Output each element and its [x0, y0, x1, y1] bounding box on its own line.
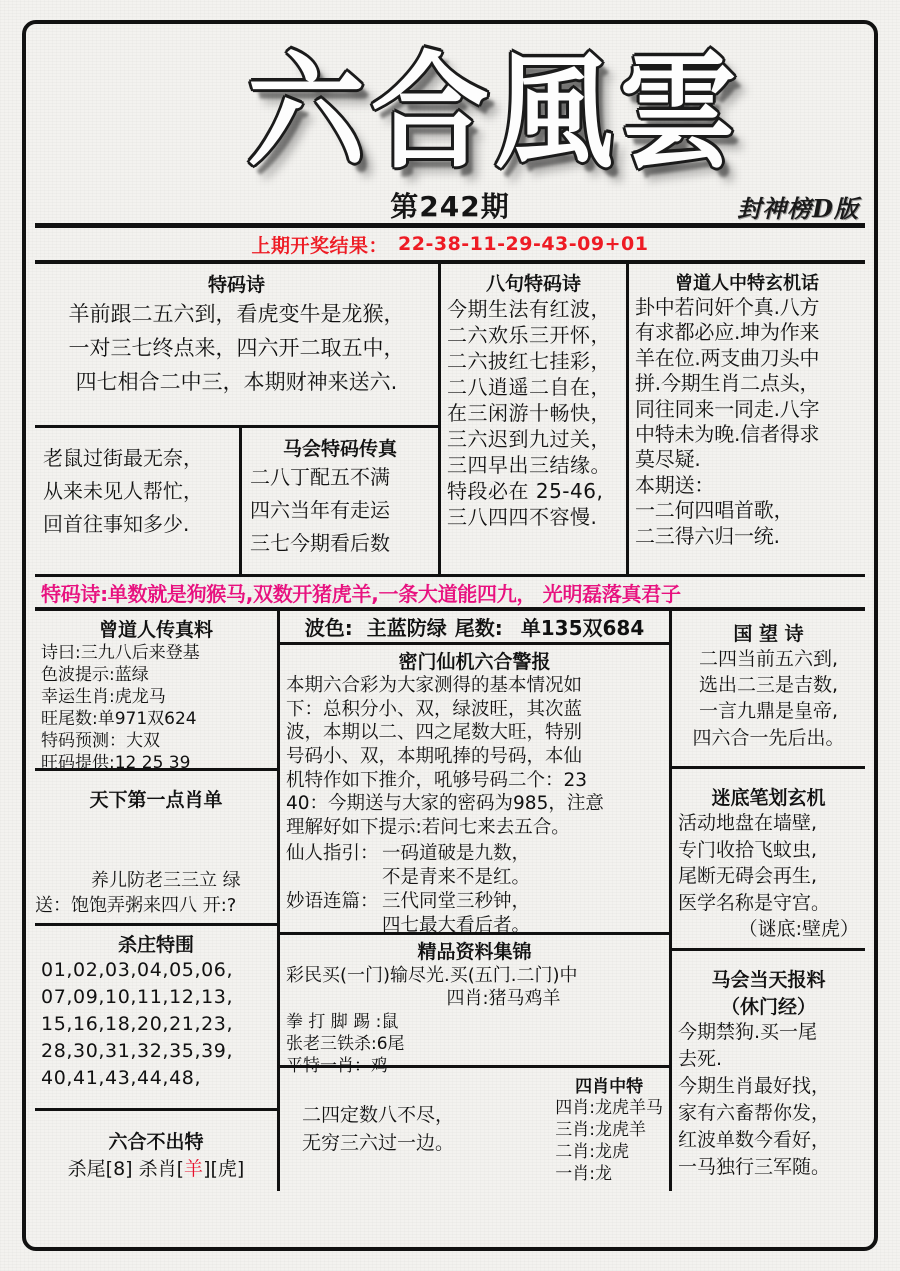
mahui-today-line: 红波单数今看好，	[678, 1128, 831, 1151]
wave-label: 波色:	[304, 616, 353, 640]
guide-line: 不是青来不是红。	[382, 866, 531, 888]
magenta-highlight-banner	[35, 577, 865, 611]
eight-line-poem-line: 二六欢乐三开怀，	[447, 323, 611, 347]
midi-title: 迷底笔划玄机	[711, 787, 826, 809]
liuhe-kill-red-zodiac: 羊	[184, 1158, 204, 1181]
liuhe-kill-post: ][虎]	[203, 1158, 245, 1181]
tianxia-line-1: 养儿防老三三立 绿	[91, 870, 241, 891]
temashi-box	[35, 264, 438, 428]
guowang-line: 一言九鼎是皇帝,	[698, 700, 839, 723]
jingpin-line-5: 平特一肖：鸡	[286, 1055, 388, 1076]
issue-number: 第242期	[390, 190, 510, 223]
zengdaoren-oracle-line: 拼.今期生肖二点头，	[635, 371, 820, 396]
mahui-today-line: 家有六畜帮你发，	[678, 1101, 831, 1124]
mahui-today-line: 今期禁狗.买一尾	[678, 1021, 818, 1043]
mahui-today-line: 去死.	[678, 1047, 723, 1070]
mimen-line: 40：今期送与大家的密码为985，注意	[286, 793, 604, 815]
shazhuang-numbers: 28,30,31,32,35,39,	[41, 1039, 234, 1062]
mahui-fax-title: 马会特码传真	[282, 438, 397, 460]
fax-row: 特码预测：大双	[41, 731, 160, 752]
zengdaoren-oracle-box	[629, 264, 865, 574]
mahui-fax-line: 三七今期看后数	[250, 531, 390, 555]
mouse-poem-line: 从来未见人帮忙，	[43, 479, 203, 503]
top-poems-grid	[35, 264, 865, 577]
magenta-banner-text: 特码诗:单数就是狗猴马,双数开猪虎羊,一条大道能四九， 光明磊落真君子	[41, 581, 681, 606]
midi-answer: （谜底:壁虎）	[738, 918, 859, 941]
shazhuang-box	[35, 926, 277, 1111]
zengdaoren-oracle-line: 同往同来一同走.八字	[635, 396, 820, 421]
mimen-title: 密门仙机六合警报	[398, 651, 551, 673]
four-zodiac-line: 四肖:龙虎羊马	[555, 1098, 663, 1118]
eight-line-poem-line: 三八四四不容慢.	[447, 505, 598, 529]
jingpin-four-zodiac: 四肖:猪马鸡羊	[446, 988, 561, 1010]
guowang-line: 选出二三是吉数,	[698, 674, 839, 697]
mimen-line: 波，本期以二、四之尾数大旺，特别	[286, 722, 583, 744]
four-zodiac-line: 三肖:龙虎羊	[555, 1120, 646, 1141]
eight-line-poem-line: 今期生法有红波，	[447, 297, 611, 321]
shazhuang-numbers: 01,02,03,04,05,06,	[41, 959, 234, 981]
zengdaoren-oracle-line: 卦中若问奸个真.八方	[635, 295, 820, 319]
eight-line-poem-line: 在三闲游十畅快，	[447, 401, 611, 425]
miaoyu-line: 四七最大看后者。	[382, 914, 531, 936]
guowang-title: 国 望 诗	[733, 623, 804, 645]
fax-row: 色波提示:蓝绿	[41, 665, 149, 686]
liuhe-box	[35, 1111, 277, 1191]
result-numbers: 22-38-11-29-43-09+01	[398, 233, 649, 255]
mahui-today-line: 今期生肖最好找，	[678, 1074, 831, 1097]
zengdaoren-oracle-line: 中特未为晚.信者得求	[635, 421, 820, 446]
guowang-poem-box	[672, 611, 865, 769]
mahui-today-subtitle: （休门经）	[720, 996, 816, 1018]
fax-row: 诗曰:三九八后来登基	[41, 643, 200, 663]
fax-row: 旺码提供:12 25 39	[41, 753, 191, 774]
tianxia-title: 天下第一点肖单	[89, 789, 223, 811]
midi-line: 医学名称是守宫。	[678, 891, 831, 914]
eight-line-poem-line: 二六披红七挂彩，	[447, 349, 611, 373]
zengdaoren-oracle-line: 羊在位.两支曲刀头中	[635, 345, 820, 370]
midi-line: 活动地盘在墙壁,	[678, 812, 818, 834]
fax-row: 幸运生肖:虎龙马	[41, 687, 166, 708]
mahui-fax-line: 四六当年有走运	[250, 498, 390, 522]
mimen-line: 本期六合彩为大家测得的基本情况如	[286, 675, 583, 696]
publication-logo: 六合風雲	[246, 38, 743, 186]
guowang-line: 四六合一先后出。	[692, 726, 845, 749]
eight-line-poem-line: 特段必在 25-46,	[447, 479, 604, 503]
jingpin-line-1: 彩民买(一门)输尽光.买(五门.二门)中	[286, 965, 578, 986]
four-zodiac-line: 二肖:龙虎	[555, 1142, 629, 1163]
left-column	[35, 611, 280, 1191]
four-zodiac-title: 四肖中特	[575, 1077, 644, 1097]
tail-value: 单135双684	[520, 616, 645, 640]
mahui-today-box	[672, 951, 865, 1191]
poster-content	[35, 33, 865, 1238]
temashi-title: 特码诗	[207, 274, 265, 296]
midi-line: 尾断无碍会再生,	[678, 865, 818, 888]
temashi-line: 一对三七终点来，四六开二取五中，	[68, 336, 405, 361]
temashi-line: 四七相合二中三，本期财神来送六.	[75, 370, 398, 395]
mahui-today-line: 一马独行三军随。	[678, 1155, 831, 1178]
mouse-poem-line: 老鼠过街最无奈，	[43, 446, 203, 470]
zengdaoren-oracle-line: 一二何四唱首歌，	[635, 498, 794, 523]
zengdaoren-oracle-title: 曾道人中特玄机话	[675, 273, 819, 294]
miaoyu-label: 妙语连篇：	[286, 890, 379, 912]
eight-line-poem-title: 八句特码诗	[485, 273, 581, 295]
guide-line: 一码道破是九数，	[382, 842, 531, 864]
eight-line-poem-line: 三六迟到九过关，	[447, 427, 611, 451]
tail-label: 尾数:	[454, 616, 503, 640]
eight-line-poem-line: 三四早出三结缘。	[447, 453, 611, 477]
tianxia-box	[35, 771, 277, 926]
result-label: 上期开奖结果：	[251, 234, 389, 257]
mid-bottom-box	[280, 1068, 669, 1191]
right-column	[672, 611, 865, 1191]
top-left-block	[35, 264, 441, 574]
mimen-box	[280, 645, 669, 935]
zengdaoren-fax-box	[35, 611, 277, 774]
zengdaoren-fax-title: 曾道人传真料	[98, 619, 213, 641]
jingpin-line-4: 张老三铁杀:6尾	[286, 1034, 405, 1055]
edition-label: 封神榜D版	[737, 194, 859, 223]
midi-line: 专门收拾飞蚊虫,	[678, 838, 818, 861]
shazhuang-numbers: 40,41,43,44,48,	[41, 1066, 202, 1089]
four-zodiac-line: 一肖:龙	[555, 1164, 612, 1185]
zengdaoren-oracle-line: 本期送：	[635, 472, 715, 497]
tianxia-line-2: 送：饱饱弄粥来四八 开:?	[35, 895, 237, 916]
zengdaoren-oracle-line: 有求都必应.坤为作来	[635, 320, 820, 345]
mimen-line: 号码小、双，本期吼捧的号码，本仙	[286, 746, 583, 768]
masthead	[35, 33, 865, 223]
jingpin-title: 精品资料集锦	[417, 941, 532, 963]
guide-label: 仙人指引：	[286, 842, 379, 864]
mid-bottom-left-line: 二四定数八不尽，	[302, 1104, 455, 1127]
mimen-line: 机特作如下推介，吼够号码二个：23	[286, 769, 588, 791]
eight-line-poem-line: 二八逍遥二自在，	[447, 375, 611, 399]
mouse-poem-line: 回首往事知多少.	[43, 512, 190, 536]
mid-bottom-left-line: 无穷三六过一边。	[302, 1131, 455, 1154]
midi-riddle-box	[672, 769, 865, 951]
liuhe-title: 六合不出特	[108, 1131, 204, 1154]
temashi-line: 羊前跟二五六到，看虎变牛是龙猴，	[68, 302, 405, 326]
mahui-today-title: 马会当天报料	[711, 969, 826, 991]
main-content-grid	[35, 611, 865, 1191]
mahui-fax-line: 二八丁配五不满	[250, 465, 390, 489]
guowang-line: 二四当前五六到,	[698, 648, 839, 670]
wave-color-row	[280, 611, 669, 645]
previous-draw-result-bar	[35, 228, 865, 264]
jingpin-line-3: 拳 打 脚 踢 :鼠	[286, 1012, 399, 1033]
shazhuang-title: 杀庄特围	[117, 934, 194, 956]
shazhuang-numbers: 15,16,18,20,21,23,	[41, 1012, 234, 1035]
mahui-fax-box	[242, 428, 438, 574]
mimen-line: 理解好如下提示:若问七来去五合。	[286, 817, 570, 839]
jingpin-box	[280, 935, 669, 1076]
zengdaoren-oracle-line: 二三得六归一统.	[635, 523, 780, 548]
miaoyu-line: 三代同堂三秒钟，	[382, 890, 531, 912]
middle-column	[280, 611, 672, 1191]
top-left-lower	[35, 428, 438, 574]
fax-row: 旺尾数:单971双624	[41, 709, 197, 730]
zengdaoren-oracle-line: 莫尽疑.	[635, 447, 701, 472]
liuhe-kill-pre: 杀尾[8] 杀肖[	[67, 1158, 185, 1181]
shazhuang-numbers: 07,09,10,11,12,13,	[41, 985, 234, 1008]
eight-line-poem-box	[441, 264, 629, 574]
mimen-line: 下：总积分小、双，绿波旺，其次蓝	[286, 698, 583, 720]
mouse-poem-box	[35, 428, 242, 574]
wave-value: 主蓝防绿	[366, 616, 447, 640]
